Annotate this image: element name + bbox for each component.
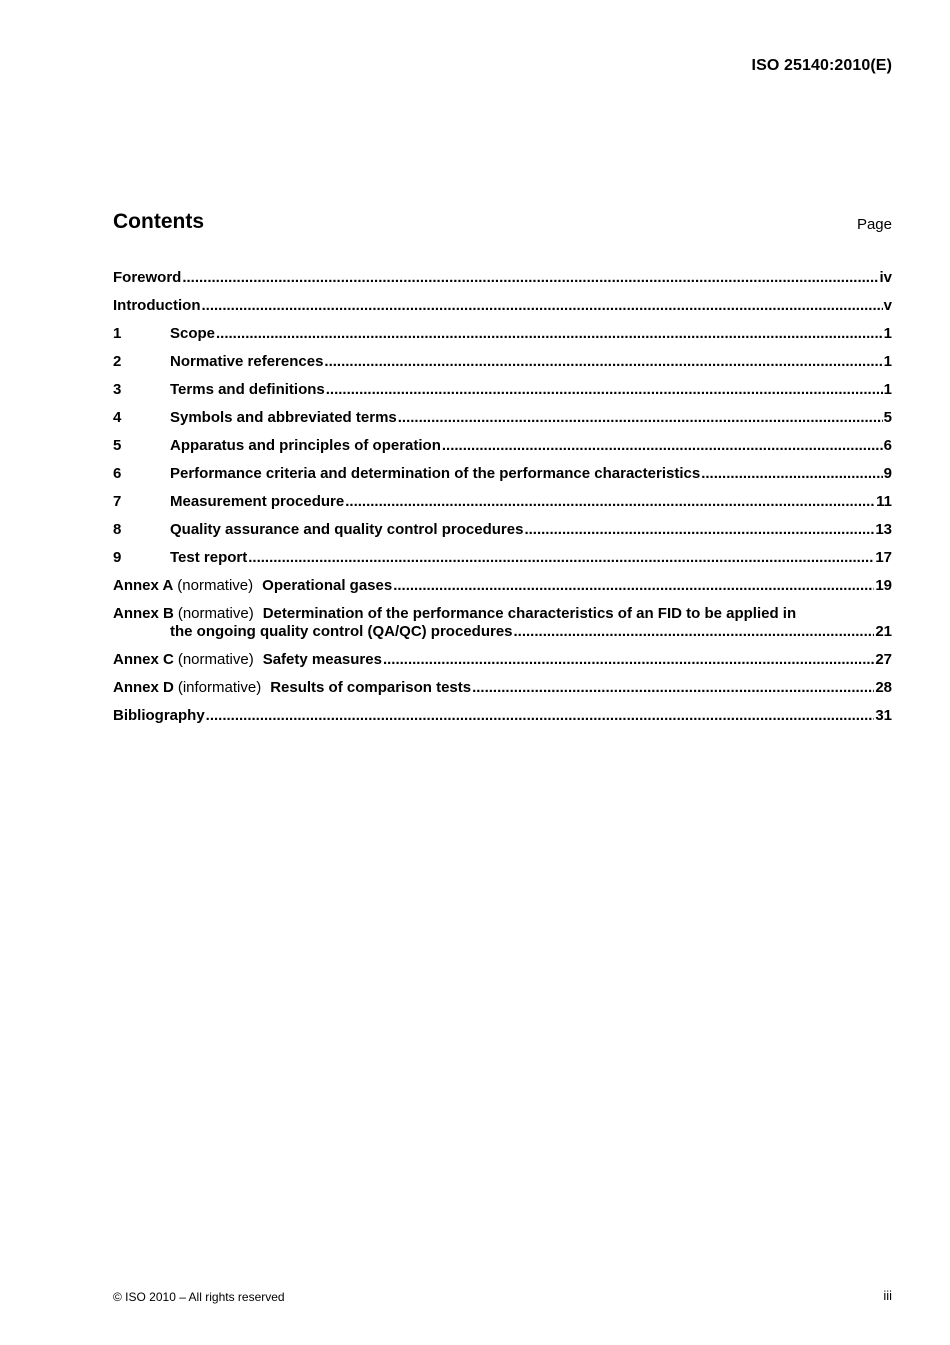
toc-entry-annex-b[interactable]: [113, 605, 892, 651]
toc-entry-title: Determination of the performance characteristics of an FID to be applied in: [262, 605, 797, 622]
toc-entry-clause-2[interactable]: [113, 353, 892, 381]
toc-entry-clause-7[interactable]: [113, 493, 892, 521]
toc-entry-title: Bibliography: [113, 707, 205, 724]
document-id: ISO 25140:2010(E): [751, 57, 892, 74]
toc-entry-title: Terms and definitions: [170, 381, 325, 398]
toc-entry-clause-8[interactable]: [113, 521, 892, 549]
toc-entry-page: 28: [875, 679, 892, 696]
toc-entry-page: 17: [875, 549, 892, 566]
clause-number: 8: [113, 521, 122, 538]
toc-entry-page: 27: [875, 651, 892, 668]
clause-number: 4: [113, 409, 122, 426]
dot-leader: [393, 577, 874, 594]
dot-leader: [324, 353, 882, 370]
annex-kind: (informative): [177, 679, 262, 696]
toc-entry-title: Scope: [170, 325, 216, 342]
toc-entry-page: v: [883, 297, 892, 314]
contents-heading: Contents: [113, 210, 204, 233]
dot-leader: [345, 493, 875, 510]
toc-entry-page: 31: [875, 707, 892, 724]
toc-entry-page: 1: [883, 325, 892, 342]
clause-number: 3: [113, 381, 122, 398]
toc-entry-clause-9[interactable]: [113, 549, 892, 577]
footer-page-number: iii: [883, 1288, 892, 1303]
page-column-label: Page: [856, 216, 892, 233]
toc-entry-title: Safety measures: [262, 651, 382, 668]
annex-kind: (normative): [177, 605, 254, 622]
toc-entry-title: Symbols and abbreviated terms: [170, 409, 397, 426]
clause-number: 1: [113, 325, 122, 342]
toc-entry-annex-c[interactable]: [113, 651, 892, 679]
toc-entry-page: 13: [875, 521, 892, 538]
dot-leader: [701, 465, 882, 482]
toc-entry-page: 1: [883, 381, 892, 398]
dot-leader: [326, 381, 883, 398]
annex-label: Annex D: [113, 679, 174, 696]
toc-entry-clause-3[interactable]: [113, 381, 892, 409]
toc-entry-title: Apparatus and principles of operation: [170, 437, 441, 454]
toc-entry-clause-6[interactable]: [113, 465, 892, 493]
toc-entry-title-continued: the ongoing quality control (QA/QC) procedures: [170, 623, 513, 640]
toc-entry-title: Results of comparison tests: [270, 679, 472, 696]
toc-entry-introduction[interactable]: [113, 297, 892, 325]
annex-kind: (normative): [177, 577, 254, 594]
toc-entry-title: Introduction: [113, 297, 201, 314]
annex-kind: (normative): [177, 651, 254, 668]
clause-number: 5: [113, 437, 122, 454]
dot-leader: [442, 437, 883, 454]
annex-label: Annex A: [113, 577, 174, 594]
toc-entry-annex-a[interactable]: [113, 577, 892, 605]
toc-entry-page: 21: [875, 623, 892, 640]
dot-leader: [472, 679, 874, 696]
toc-entry-title: Quality assurance and quality control procedures: [170, 521, 524, 538]
toc-entry-page: iv: [879, 269, 892, 286]
toc-entry-title: Measurement procedure: [170, 493, 345, 510]
dot-leader: [182, 269, 878, 286]
dot-leader: [514, 623, 875, 640]
toc-entry-page: 19: [875, 577, 892, 594]
footer-copyright: © ISO 2010 – All rights reserved: [113, 1290, 285, 1304]
clause-number: 6: [113, 465, 122, 482]
toc-entry-bibliography[interactable]: [113, 707, 892, 735]
toc-entry-title: Operational gases: [262, 577, 393, 594]
toc-entry-page: 9: [883, 465, 892, 482]
toc-entry-page: 1: [883, 353, 892, 370]
dot-leader: [248, 549, 874, 566]
dot-leader: [524, 521, 874, 538]
toc-entry-title: Test report: [170, 549, 248, 566]
clause-number: 7: [113, 493, 122, 510]
dot-leader: [383, 651, 874, 668]
toc-entry-page: 5: [883, 409, 892, 426]
toc-entry-annex-d[interactable]: [113, 679, 892, 707]
clause-number: 9: [113, 549, 122, 566]
toc-entry-clause-1[interactable]: [113, 325, 892, 353]
toc-entry-foreword[interactable]: [113, 269, 892, 297]
dot-leader: [398, 409, 883, 426]
toc-entry-clause-5[interactable]: [113, 437, 892, 465]
dot-leader: [206, 707, 875, 724]
clause-number: 2: [113, 353, 122, 370]
toc-entry-page: 11: [876, 493, 892, 510]
dot-leader: [216, 325, 883, 342]
toc-entry-page: 6: [883, 437, 892, 454]
annex-label: Annex B: [113, 605, 174, 622]
table-of-contents: [113, 269, 892, 735]
toc-entry-title: Foreword: [113, 269, 182, 286]
toc-entry-title: Performance criteria and determination of the performance characteristics: [170, 465, 701, 482]
dot-leader: [201, 297, 882, 314]
annex-label: Annex C: [113, 651, 174, 668]
toc-entry-title: Normative references: [170, 353, 324, 370]
toc-entry-clause-4[interactable]: [113, 409, 892, 437]
